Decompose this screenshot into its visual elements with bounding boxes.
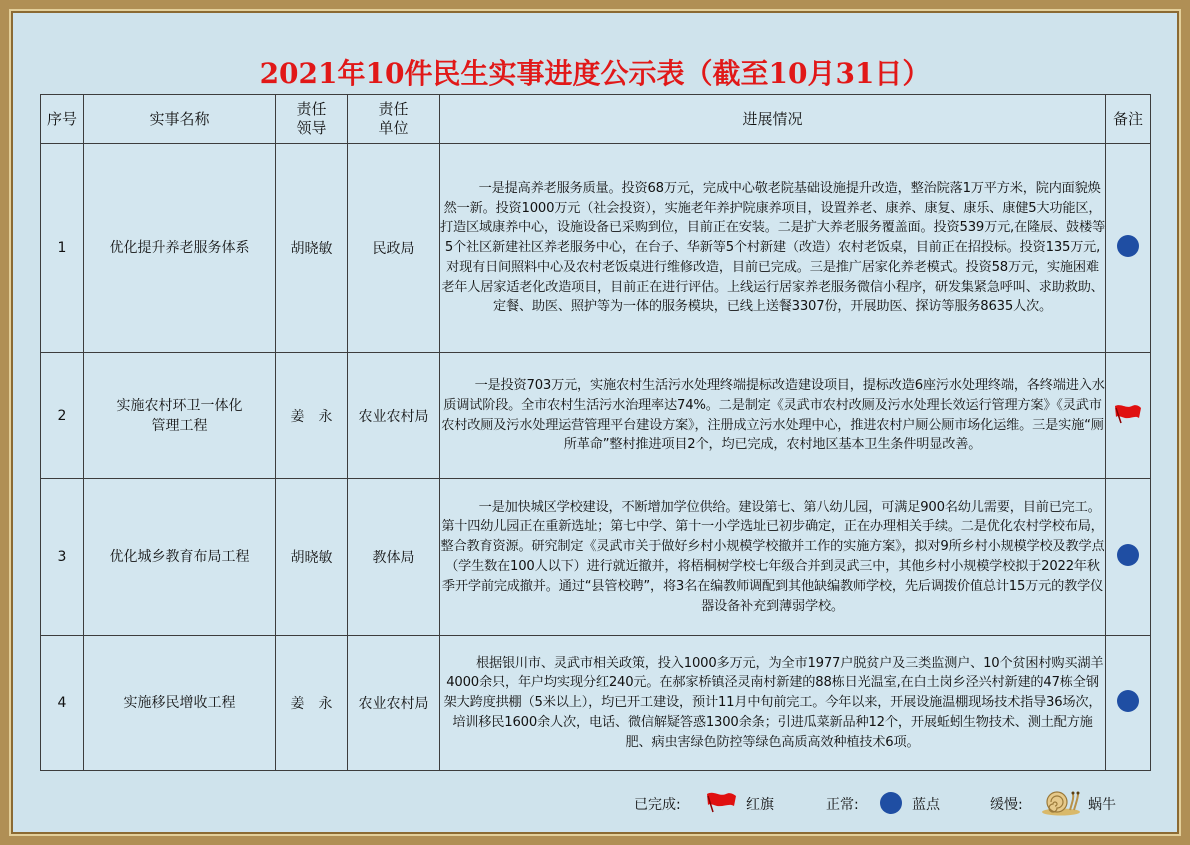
row-index: 4 bbox=[41, 636, 84, 771]
row-name: 实施农村环卫一体化管理工程 bbox=[84, 353, 276, 479]
row-progress: 根据银川市、灵武市相关政策，投入1000多万元，为全市1977户脱贫户及三类监测户、10个贫困村购买湖羊4000余只，年户均实现分红240元。在郝家桥镇泾灵南村新建的88栋日光温室,在白土岗乡泾兴村新建的47栋全钢架大跨度拱棚（5米以上），均已开工建设，预计11月中旬前完工。今年以来，开展设施温棚现场技术指导36场次，培训移民1600余人次，电话、微信解疑答惑1300余条；引进瓜菜新品种12个，开展蚯蚓生物技术、测土配方施肥、病虫害绿色防控等绿色高质高效种植技术6项。 bbox=[440, 636, 1106, 771]
row-index: 2 bbox=[41, 353, 84, 479]
row-remark bbox=[1106, 353, 1151, 479]
page-title: 2021年10件民生实事进度公示表（截至10月31日） bbox=[259, 57, 931, 90]
table-row bbox=[41, 353, 1151, 479]
header-index: 序号 bbox=[41, 95, 84, 144]
row-remark bbox=[1106, 144, 1151, 353]
row-progress: 一是加快城区学校建设，不断增加学位供给。建设第七、第八幼儿园，可满足900名幼儿需要，目前已完工。第十四幼儿园正在重新选址；第七中学、第十一小学选址已初步确定，正在办理相关手续。二是优化农村学校布局，整合教育资源。研究制定《灵武市关于做好乡村小规模学校撤并工作的实施方案》，拟对9所乡村小规模学校及教学点（学生数在100人以下）进行就近撤并，将梧桐树学校七年级合并到灵武三中，其他乡村小规模学校拟于2022年秋季开学前完成撤并。通过“县管校聘”，将3名在编教师调配到其他缺编教师学校，先后调拨价值总计15万元的教学仪器设备补充到薄弱学校。 bbox=[440, 479, 1106, 636]
row-unit: 民政局 bbox=[348, 144, 440, 353]
blue-dot-icon bbox=[880, 792, 902, 814]
row-name: 优化城乡教育布局工程 bbox=[84, 479, 276, 636]
table-row bbox=[41, 636, 1151, 771]
row-unit: 教体局 bbox=[348, 479, 440, 636]
row-leader: 胡晓敏 bbox=[276, 479, 348, 636]
row-remark bbox=[1106, 636, 1151, 771]
row-leader: 胡晓敏 bbox=[276, 144, 348, 353]
row-index: 1 bbox=[41, 144, 84, 353]
header-remark: 备注 bbox=[1106, 95, 1151, 144]
row-name: 优化提升养老服务体系 bbox=[84, 144, 276, 353]
header-leader: 责任领导 bbox=[276, 95, 348, 144]
header-progress: 进展情况 bbox=[440, 95, 1106, 144]
row-name: 实施移民增收工程 bbox=[84, 636, 276, 771]
row-leader: 姜 永 bbox=[276, 353, 348, 479]
table-row bbox=[41, 479, 1151, 636]
blue-dot-icon bbox=[1117, 690, 1139, 712]
header-unit: 责任单位 bbox=[348, 95, 440, 144]
progress-table bbox=[40, 94, 1151, 771]
red-flag-icon bbox=[1113, 403, 1143, 425]
table-row bbox=[41, 144, 1151, 353]
row-unit: 农业农村局 bbox=[348, 353, 440, 479]
table-header-row bbox=[41, 95, 1151, 144]
legend-completed-label: 已完成: bbox=[634, 797, 681, 813]
row-remark bbox=[1106, 479, 1151, 636]
blue-dot-icon bbox=[1117, 544, 1139, 566]
header-name: 实事名称 bbox=[84, 95, 276, 144]
snail-icon bbox=[1040, 788, 1082, 816]
legend-completed-symbol: 红旗 bbox=[746, 797, 774, 813]
legend-normal-label: 正常: bbox=[826, 797, 859, 813]
legend bbox=[0, 786, 1190, 822]
row-index: 3 bbox=[41, 479, 84, 636]
row-progress: 一是投资703万元，实施农村生活污水处理终端提标改造建设项目，提标改造6座污水处理终端，各终端进入水质调试阶段。全市农村生活污水治理率达74%。二是制定《灵武市农村改厕及污水处理长效运行管理方案》《灵武市农村改厕及污水处理运营管理平台建设方案》，注册成立污水处理中心，推进农村户厕公厕市场化运维。三是实施“厕所革命”整村推进项目2个，均已完成，农村地区基本卫生条件明显改善。 bbox=[440, 353, 1106, 479]
legend-normal-symbol: 蓝点 bbox=[912, 797, 940, 813]
row-progress: 一是提高养老服务质量。投资68万元，完成中心敬老院基础设施提升改造，整治院落1万平方米，院内面貌焕然一新。投资1000万元（社会投资），实施老年养护院康养项目，设置养老、康养、康复、康乐、康健5大功能区，打造区域康养中心，设施设备已采购到位，目前正在安装。二是扩大养老服务覆盖面。投资539万元,在隆辰、鼓楼等5个社区新建社区养老服务中心，在台子、华新等5个村新建（改造）农村老饭桌，目前正在招投标。投资135万元,对现有日间照料中心及农村老饭桌进行维修改造，目前已完成。三是推广居家化养老模式。投资58万元，实施困难老年人居家适老化改造项目，目前正在进行评估。上线运行居家养老服务微信小程序，研发集紧急呼叫、求助救助、定餐、助医、照护等为一体的服务模块，已线上送餐3307份，开展助医、探访等服务8635人次。 bbox=[440, 144, 1106, 353]
row-leader: 姜 永 bbox=[276, 636, 348, 771]
legend-slow-label: 缓慢: bbox=[990, 797, 1023, 813]
red-flag-icon bbox=[704, 790, 738, 814]
row-unit: 农业农村局 bbox=[348, 636, 440, 771]
blue-dot-icon bbox=[1117, 235, 1139, 257]
legend-slow-symbol: 蜗牛 bbox=[1088, 797, 1116, 813]
